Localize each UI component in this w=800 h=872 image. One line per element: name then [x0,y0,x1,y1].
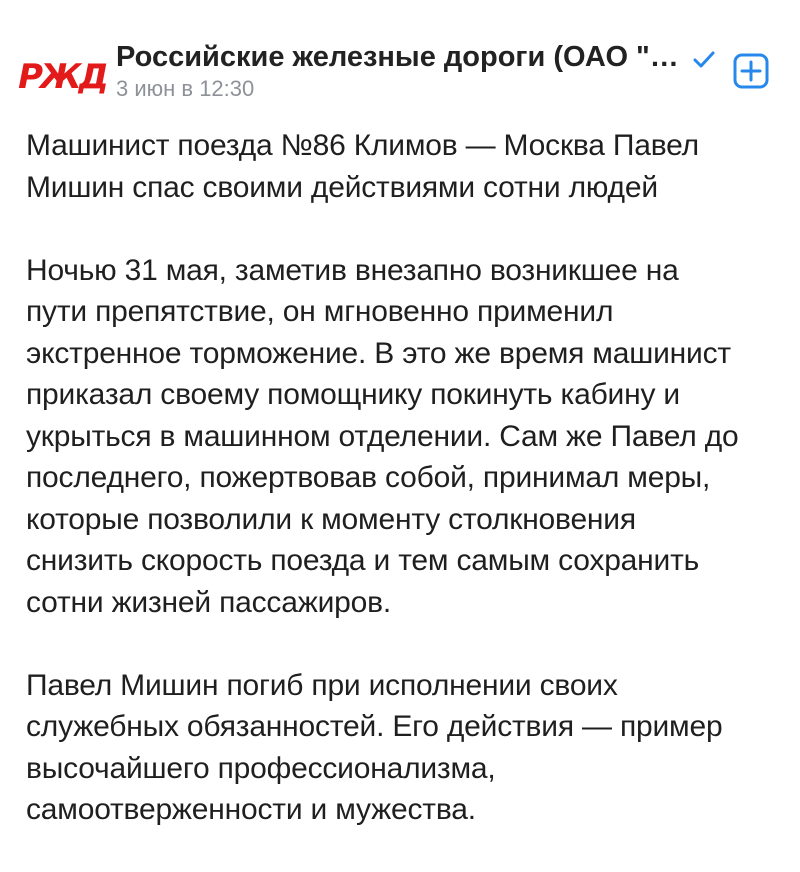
rzd-logo-icon [18,54,106,98]
author-name[interactable]: Российские железные дороги (ОАО "… [116,41,679,73]
subscribe-button[interactable] [733,53,769,89]
post-header [0,0,800,110]
logo-text: РЖД [18,57,106,97]
rzd-logo[interactable] [18,48,106,104]
post-text [26,125,786,872]
post-date[interactable]: 3 июн в 12:30 [116,76,255,101]
post-paragraph: Ночью 31 мая, заметив внезапно возникшее на пути препятствие, он мгновенно применил экстренное торможение. В это же время машинист приказал своему помощнику покинуть кабину и укрыться в машинном отделении. Сам же Павел до последнего, пожертвовав собой, принимал меры, которые позволили к моменту столкновения снизить скорость поезда и тем самым сохранить сотни жизней пассажиров. [26,253,739,619]
post-paragraph: Машинист поезда №86 Климов — Москва Павел Мишин спас своими действиями сотни людей [26,129,699,204]
post-paragraph: Павел Мишин погиб при исполнении своих служебных обязанностей. Его действия — пример высочайшего профессионализма, самоотверженности и мужества. [26,668,723,826]
check-icon [692,50,716,70]
